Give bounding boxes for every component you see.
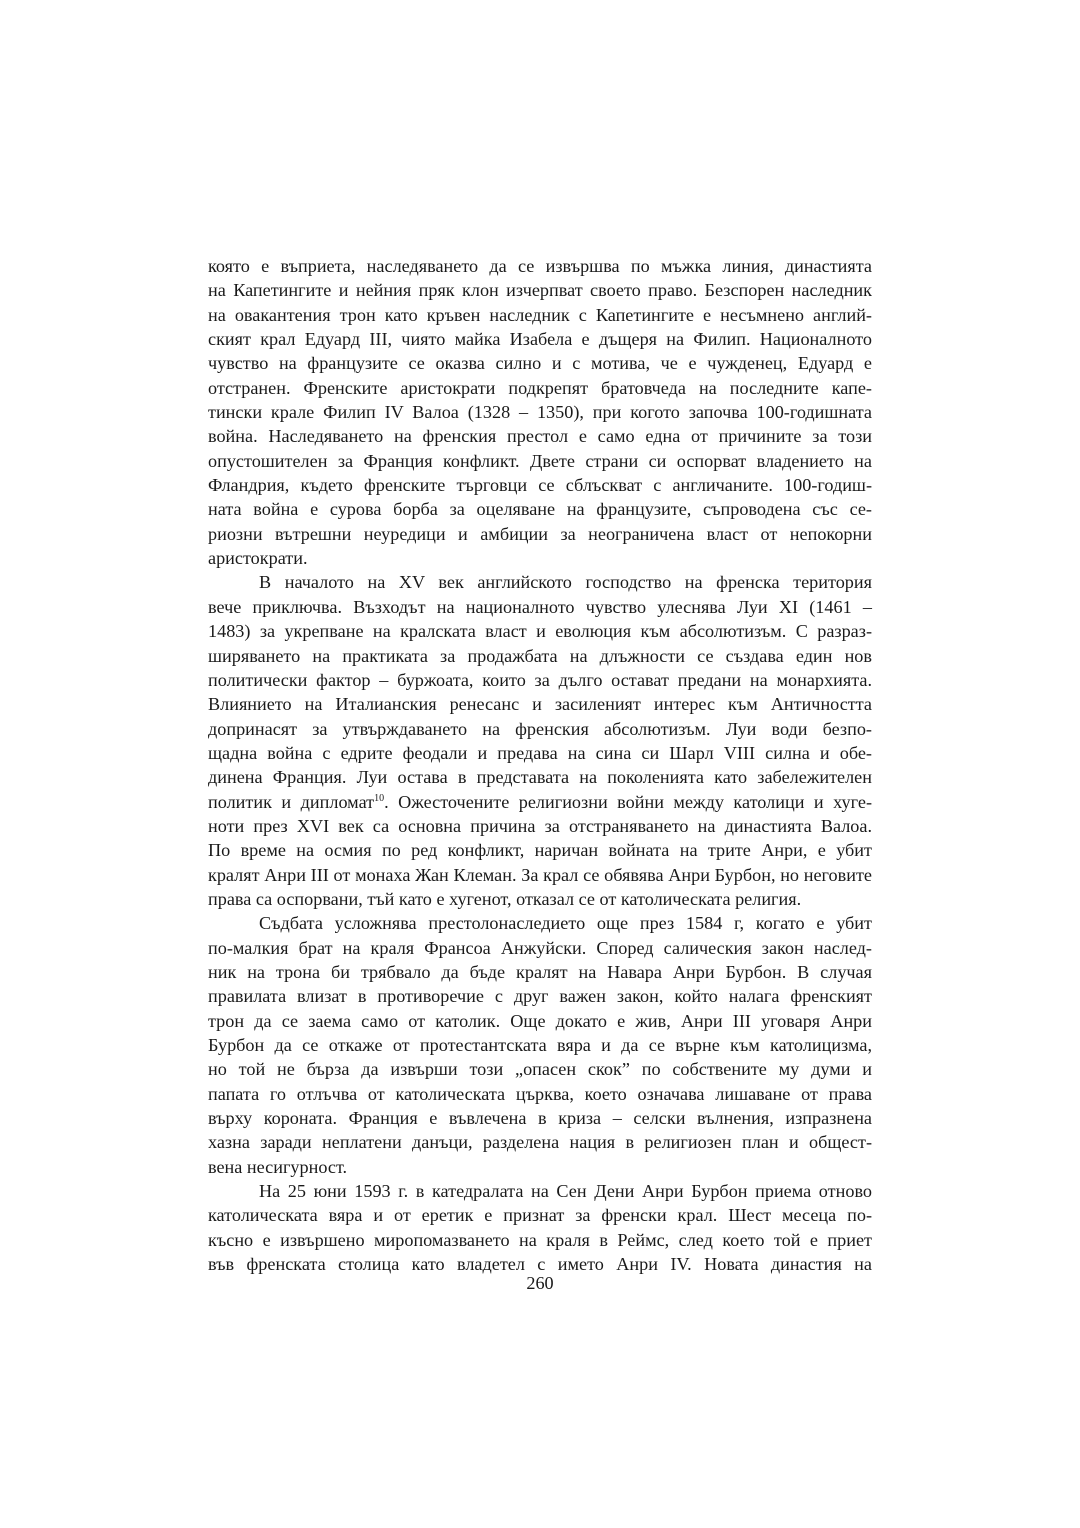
text-line: ник на трона би трябвало да бъде кралят на Навара Анри Бурбон. В случая	[208, 961, 872, 982]
text-line: война. Наследяването на френския престол е само една от причините за този	[208, 426, 872, 447]
paragraph	[208, 1179, 872, 1276]
text-line: чувство на французите се оказва силно и с мотива, че е чужденец, Едуард е	[208, 353, 872, 374]
text-line: но той не бърза да извърши този „опасен скок” по собствените му думи и	[208, 1059, 872, 1080]
text-line: кралят Анри III от монаха Жан Клеман. За крал се обявява Анри Бурбон, но неговите	[208, 864, 872, 885]
text-line: върху короната. Франция е въвлечена в криза – селски вълнения, изпразнена	[208, 1108, 872, 1129]
text-line: допринасят за утвърждаването на френския абсолютизъм. Луи води безпо-	[208, 718, 872, 739]
body-text	[208, 254, 872, 1276]
text-line: по-малкия брат на краля Франсоа Анжуйски. Според салическия закон наслед-	[208, 937, 872, 958]
text-line: политически фактор – буржоата, които за дълго остават предани на монархията.	[208, 669, 872, 690]
text-fragment: политик и дипломат	[208, 791, 375, 812]
text-line: динена Франция. Луи остава в представата на поколенията като забележителен	[208, 767, 872, 788]
text-line: аристократи.	[208, 548, 308, 569]
text-line: Фландрия, където френските търговци се сблъскват с англичаните. 100-годиш-	[208, 475, 872, 496]
text-line: хазна заради неплатени данъци, разделена нация в религиозен план и общест-	[208, 1132, 872, 1153]
paragraph	[208, 911, 872, 1179]
text-line: ноти през XVI век са основна причина за отстраняването на династията Валоа.	[208, 815, 872, 836]
text-line: Съдбата усложнява престолонаследието още през 1584 г, когато е убит	[259, 913, 872, 934]
text-fragment: . Ожесточените религиозни войни между католици и хуге-	[384, 791, 872, 812]
text-line: На 25 юни 1593 г. в катедралата на Сен Дени Анри Бурбон приема отново	[259, 1181, 872, 1202]
text-line: ският крал Едуард III, чиято майка Изабела е дъщеря на Филип. Националното	[208, 329, 872, 350]
text-line: По време на осмия по ред конфликт, наричан войната на трите Анри, е убит	[208, 840, 872, 861]
text-line: на овакантения трон като кръвен наследник с Капетингите е несъмнено англий-	[208, 304, 872, 325]
paragraph	[208, 570, 872, 911]
footnote-marker: 10	[374, 792, 385, 804]
text-line: ширяването на практиката за продажбата на длъжности се създава един нов	[208, 645, 872, 666]
text-line: В началото на XV век английското господство на френска територия	[259, 572, 872, 593]
text-line: права са оспорвани, тъй като е хугенот, отказал се от католическата религия.	[208, 888, 802, 909]
text-line: вече приключва. Възходът на националното чувство улеснява Луи XI (1461 –	[208, 596, 872, 617]
text-line: ната война е сурова борба за оцеляване на французите, съпроводена със се-	[208, 499, 872, 520]
page-number: 260	[526, 1273, 554, 1293]
text-line: която е въприета, наследяването да се извършва по мъжка линия, династията	[208, 256, 872, 276]
text-line: риозни вътрешни неуредици и амбиции за неограничена власт от непокорни	[208, 523, 872, 544]
text-line: вена несигурност.	[208, 1156, 348, 1177]
text-line-with-footnote	[208, 790, 872, 814]
text-line: папата го отлъчва от католическата църква, което означава лишаване от права	[208, 1083, 872, 1104]
text-line: католическата вяра и от еретик е признат за френски крал. Шест месеца по-	[208, 1205, 872, 1226]
paragraph	[208, 254, 872, 570]
text-line: правилата влизат в противоречие с друг важен закон, който налага френският	[208, 986, 872, 1007]
text-line: опустошителен за Франция конфликт. Двете страни си оспорват владението на	[208, 450, 872, 471]
text-line: щадна война с едрите феодали и предава на сина си Шарл VIII силна и обе-	[208, 742, 872, 763]
text-line: късно е извършено миропомазването на краля в Реймс, след което той е приет	[208, 1229, 872, 1250]
text-line: Бурбон да се откаже от протестантската вяра и да се върне към католицизма,	[208, 1035, 872, 1055]
text-line: на Капетингите и нейния пряк клон изчерпват своето право. Безспорен наследник	[208, 280, 872, 301]
text-line: във френската столица като владетел с името Анри IV. Новата династия на	[208, 1254, 872, 1275]
text-line: трон да се заема само от католик. Още докато е жив, Анри III уговаря Анри	[208, 1010, 872, 1031]
text-line: 1483) за укрепване на кралската власт и еволюция към абсолютизъм. С разраз-	[208, 621, 872, 642]
text-line: отстранен. Френските аристократи подкрепят братовчеда на последните капе-	[208, 377, 872, 398]
text-line: Влиянието на Италианския ренесанс и засиленият интерес към Античността	[208, 694, 872, 715]
text-line: тински крале Филип IV Валоа (1328 – 1350), при когото започва 100-годишната	[208, 402, 872, 423]
